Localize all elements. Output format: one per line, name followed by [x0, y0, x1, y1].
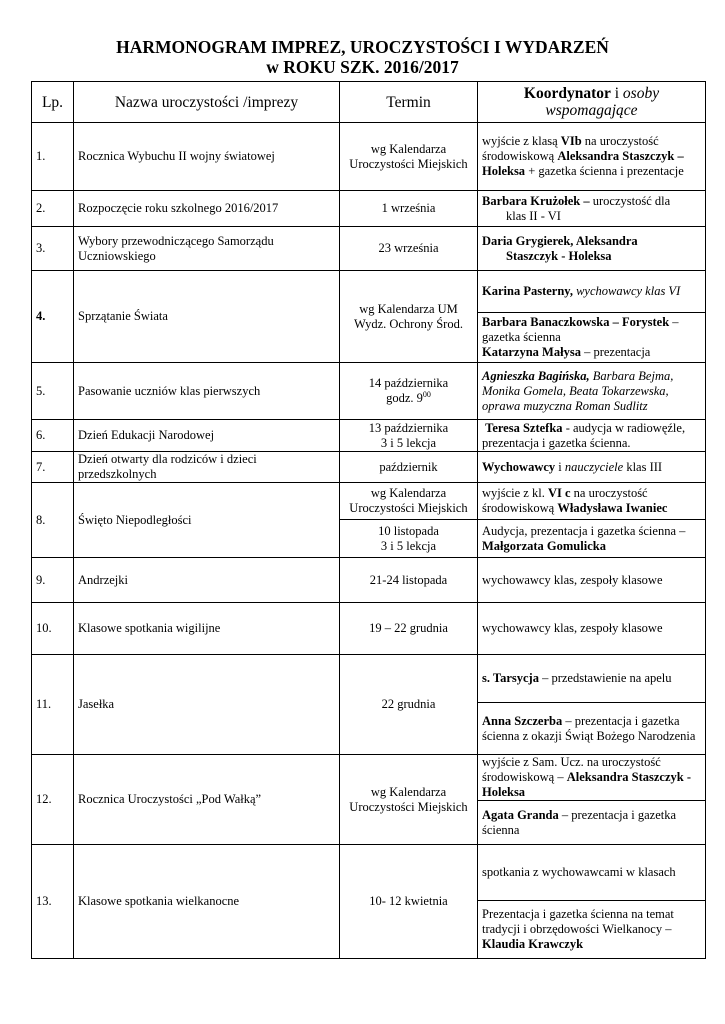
event-coordinator [478, 520, 706, 558]
header-name: Nazwa uroczystości /imprezy [74, 82, 340, 123]
table-row [32, 558, 706, 603]
coord-text: klas II - VI [506, 208, 561, 223]
coord-person: Barbara Krużołek – [482, 193, 590, 208]
coord-text: – przedstawienie na apelu [538, 671, 672, 685]
table-row [32, 363, 706, 420]
header-coord-supporting: wspomagające [545, 102, 638, 119]
coord-person: s. Tarsycja [482, 671, 539, 685]
coord-text: – prezentacja i gazetka ścienna [482, 807, 677, 837]
coord-text: – gazetka ścienna [482, 315, 679, 344]
coord-class: VI c [547, 486, 571, 500]
event-term: 1 września [340, 191, 478, 227]
table-row [32, 452, 706, 483]
header-coord-label: Koordynator [523, 85, 611, 102]
coord-text: Audycja, prezentacja i gazetka ścienna – [482, 523, 686, 538]
event-name: Rocznica Wybuchu II wojny światowej [74, 123, 340, 191]
row-number: 6. [32, 420, 74, 452]
coord-text: – prezentacja [580, 345, 651, 359]
row-number: 3. [32, 227, 74, 271]
row-number: 13. [32, 845, 74, 959]
event-name: Klasowe spotkania wielkanocne [74, 845, 340, 959]
event-term [340, 483, 478, 520]
table-row [32, 655, 706, 703]
header-term: Termin [340, 82, 478, 123]
term-line: 3 i 5 lekcja [380, 538, 437, 553]
coord-text: na uroczystość środowiskową [482, 486, 648, 515]
coord-text: wyjście z Sam. Ucz. na uroczystość środowiskową – [482, 755, 661, 784]
coord-text: wyjście z klasą [482, 134, 561, 148]
coord-class: VIb [560, 134, 582, 148]
term-line: wg Kalendarza [370, 486, 447, 500]
table-row [32, 123, 706, 191]
table-row [32, 420, 706, 452]
event-name: Jasełka [74, 655, 340, 755]
term-line: 10 listopada [378, 523, 439, 538]
event-coordinator: spotkania z wychowawcami w klasach [478, 845, 706, 901]
event-name: Sprzątanie Świata [74, 271, 340, 363]
coord-text: uroczystość dla [589, 193, 671, 208]
coord-person: Katarzyna Małysa [482, 345, 581, 359]
event-name: Andrzejki [74, 558, 340, 603]
coord-person: Karina Pasterny, [482, 284, 573, 298]
event-coordinator [478, 703, 706, 755]
name-line: przedszkolnych [78, 467, 157, 481]
event-term: 22 grudnia [340, 655, 478, 755]
term-line: wg Kalendarza [370, 141, 447, 156]
event-term: 23 września [340, 227, 478, 271]
coord-text: wychowawcy klas VI [572, 284, 681, 298]
row-number: 5. [32, 363, 74, 420]
event-coordinator [478, 313, 706, 363]
table-row [32, 483, 706, 520]
event-coordinator [478, 755, 706, 801]
row-number: 11. [32, 655, 74, 755]
event-name: Święto Niepodległości [74, 483, 340, 558]
event-name: Rozpoczęcie roku szkolnego 2016/2017 [74, 191, 340, 227]
term-superscript: 00 [422, 389, 431, 399]
name-line: Uczniowskiego [78, 248, 156, 263]
coord-person: Barbara Banaczkowska – Forystek [482, 315, 670, 329]
event-coordinator [478, 363, 706, 420]
coord-person: Daria Grygierek, Aleksandra [482, 233, 638, 248]
document-title: HARMONOGRAM IMPREZ, UROCZYSTOŚCI I WYDARZEŃ [116, 37, 609, 57]
coord-person: Wychowawcy [482, 459, 556, 474]
event-name [74, 227, 340, 271]
table-row [32, 227, 706, 271]
term-line: wg Kalendarza UM [359, 301, 458, 316]
event-term: 21-24 listopada [340, 558, 478, 603]
coord-person: Agnieszka Bagińska, [482, 368, 590, 383]
row-number: 10. [32, 603, 74, 655]
coord-person: Agata Granda [482, 807, 559, 822]
term-line: 13 października [368, 420, 449, 435]
event-term [340, 520, 478, 558]
table-row [32, 755, 706, 801]
coord-person: Staszczyk - Holeksa [506, 248, 612, 263]
term-line: wg Kalendarza [370, 784, 447, 799]
event-term: 10- 12 kwietnia [340, 845, 478, 959]
event-coordinator [478, 801, 706, 845]
term-line: Wydz. Ochrony Środ. [354, 316, 463, 331]
table-row [32, 191, 706, 227]
event-term [340, 755, 478, 845]
row-number: 8. [32, 483, 74, 558]
coord-person: Teresa Sztefka [485, 420, 563, 435]
name-line: Wybory przewodniczącego Samorządu [78, 233, 274, 248]
event-name [74, 452, 340, 483]
coord-text: i [555, 459, 565, 474]
term-line: Uroczystości Miejskich [349, 799, 468, 814]
document-subtitle: w ROKU SZK. 2016/2017 [266, 57, 459, 77]
event-coordinator: wychowawcy klas, zespoły klasowe [478, 558, 706, 603]
row-number: 12. [32, 755, 74, 845]
event-name: Pasowanie uczniów klas pierwszych [74, 363, 340, 420]
row-number: 9. [32, 558, 74, 603]
coord-text: na uroczystość środowiskową [482, 134, 659, 163]
event-name: Dzień Edukacji Narodowej [74, 420, 340, 452]
coord-text: - audycja w radiowęźle, prezentacja i gazetka ścienna. [482, 420, 686, 450]
event-coordinator [478, 271, 706, 313]
schedule-table [31, 81, 706, 959]
coord-person: Klaudia Krawczyk [482, 937, 584, 951]
event-term: październik [340, 452, 478, 483]
coord-text: – prezentacja i gazetka ścienna z okazji Świąt Bożego Narodzenia [482, 713, 696, 743]
coord-person: Aleksandra Staszczyk - Holeksa [482, 770, 692, 799]
row-number: 4. [32, 271, 74, 363]
event-coordinator [478, 123, 706, 191]
term-line: godz. 9 [386, 391, 423, 405]
header-lp: Lp. [32, 82, 74, 123]
event-term [340, 271, 478, 363]
header-coord-and: i [610, 85, 623, 102]
coord-person: Małgorzata Gomulicka [482, 538, 606, 553]
header-coord-persons: osoby [622, 85, 660, 102]
term-line: 14 października [368, 376, 449, 390]
row-number: 1. [32, 123, 74, 191]
event-coordinator [478, 483, 706, 520]
coord-person: Aleksandra Staszczyk – Holeksa [482, 149, 684, 178]
event-coordinator [478, 191, 706, 227]
coord-text: nauczyciele [564, 459, 624, 474]
coord-text: Prezentacja i gazetka ścienna na temat tradycji i obrzędowości Wielkanocy – [482, 907, 674, 936]
coord-text: Barbara Bejma, Monika Gomela, Beata Tokarzewska, oprawa muzyczna Roman Sudlitz [482, 368, 674, 413]
name-line: Dzień otwarty dla rodziców i dzieci [78, 452, 257, 466]
header-coordinator [478, 82, 706, 123]
term-line: Uroczystości Miejskich [349, 156, 468, 171]
coord-text: wyjście z kl. [482, 486, 548, 500]
event-term [340, 420, 478, 452]
event-coordinator [478, 901, 706, 959]
term-line: 3 i 5 lekcja [380, 435, 437, 450]
event-coordinator [478, 452, 706, 483]
event-coordinator [478, 227, 706, 271]
row-number: 7. [32, 452, 74, 483]
table-row [32, 271, 706, 313]
coord-person: Władysława Iwaniec [557, 501, 668, 515]
coord-person: Anna Szczerba [482, 713, 563, 728]
coord-text: klas III [623, 459, 663, 474]
event-term [340, 363, 478, 420]
event-name: Rocznica Uroczystości „Pod Wałką” [74, 755, 340, 845]
row-number: 2. [32, 191, 74, 227]
event-name: Klasowe spotkania wigilijne [74, 603, 340, 655]
event-term: 19 – 22 grudnia [340, 603, 478, 655]
table-row [32, 845, 706, 901]
table-row [32, 603, 706, 655]
event-term [340, 123, 478, 191]
event-coordinator: wychowawcy klas, zespoły klasowe [478, 603, 706, 655]
term-line: Uroczystości Miejskich [349, 501, 468, 515]
coord-text: + gazetka ścienna i prezentacje [525, 164, 684, 178]
event-coordinator [478, 655, 706, 703]
event-coordinator [478, 420, 706, 452]
table-header-row [32, 82, 706, 123]
